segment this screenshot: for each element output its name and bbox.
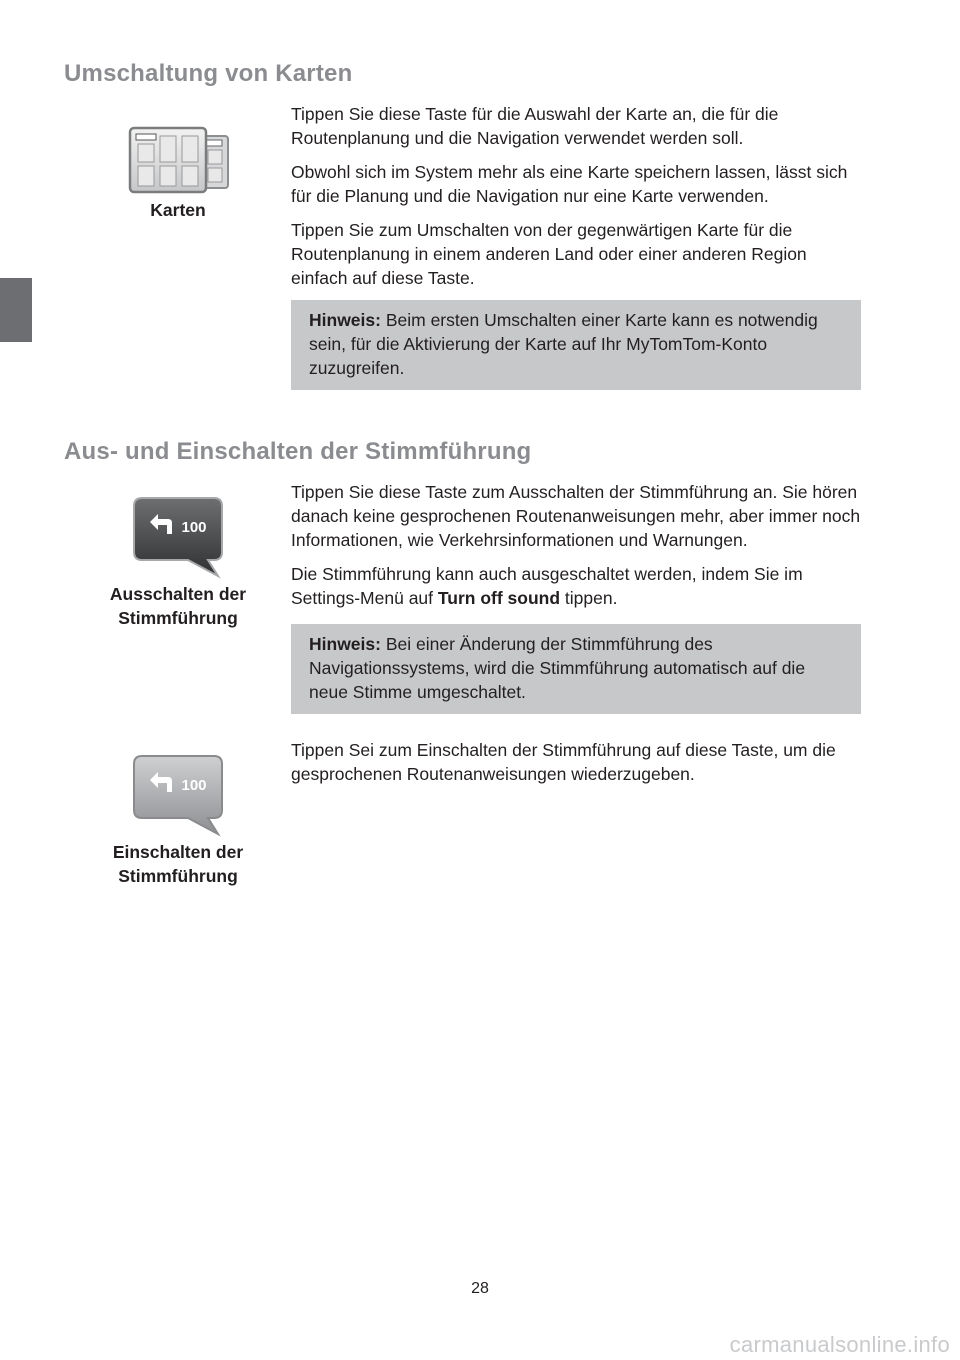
page-number: 28 [471, 1280, 489, 1297]
bubble-number: 100 [181, 519, 207, 536]
paragraph: Tippen Sei zum Einschalten der Stimmführung auf diese Taste, um die gesprochenen Routenanweisungen wiederzugeben. [291, 740, 836, 784]
voice-off-speech-bubble-icon [128, 496, 228, 582]
turn-off-voice-label [92, 582, 264, 630]
menu-item-reference: Turn off sound [437, 588, 561, 608]
footer-watermark-url: carmanualsonline.info [729, 1332, 950, 1357]
section-heading-voice: Aus- und Einschalten der Stimmführung [64, 438, 532, 465]
note-label: Hinweis: [309, 634, 381, 654]
note-text: Bei einer Änderung der Stimmführung des Navigationssystems, wird die Stimmführung automatisch auf die neue Stimme umgeschaltet. [309, 634, 806, 702]
maps-button-label: Karten [150, 200, 206, 220]
bubble-number: 100 [181, 777, 207, 794]
note-box [291, 300, 861, 390]
voice-on-description [291, 738, 861, 796]
chapter-tab [0, 278, 32, 342]
turn-on-voice-button[interactable] [92, 754, 264, 888]
maps-description [291, 102, 861, 390]
section-heading-maps: Umschaltung von Karten [64, 60, 353, 87]
paragraph: Tippen Sie diese Taste für die Auswahl der Karte an, die für die Routenplanung und die Navigation verwendet werden soll. [291, 104, 779, 148]
maps-button[interactable] [92, 124, 264, 222]
paragraph: Obwohl sich im System mehr als eine Karte speichern lassen, lässt sich für die Planung und die Navigation nur eine Karte verwenden. [291, 162, 848, 206]
maps-icon [126, 124, 230, 196]
paragraph: Tippen Sie diese Taste zum Ausschalten der Stimmführung an. Sie hören danach keine gesprochenen Routenanweisungen mehr, aber immer noch Informationen, wie Verkehrsinformationen und Warnungen. [291, 482, 861, 550]
voice-off-description [291, 480, 861, 714]
text-run: tippen. [560, 588, 618, 608]
label-line: Stimmführung [118, 608, 238, 628]
paragraph [291, 562, 861, 610]
paragraph: Tippen Sie zum Umschalten von der gegenwärtigen Karte für die Routenplanung in einem anderen Land oder einer anderen Region einfach auf diese Taste. [291, 220, 807, 288]
note-text: Beim ersten Umschalten einer Karte kann es notwendig sein, für die Aktivierung der Karte auf Ihr MyTomTom-Konto zuzugreifen. [309, 310, 818, 378]
turn-on-voice-label [92, 840, 264, 888]
label-line: Einschalten der [112, 842, 244, 862]
voice-on-speech-bubble-icon [128, 754, 228, 840]
label-line: Ausschalten der [109, 584, 247, 604]
note-box [291, 624, 861, 714]
turn-off-voice-button[interactable] [92, 496, 264, 630]
note-label: Hinweis: [309, 310, 381, 330]
label-line: Stimmführung [118, 866, 238, 886]
text-run: Die Stimmführung kann auch ausgeschaltet werden, indem Sie im Settings-Menü auf [291, 564, 803, 608]
